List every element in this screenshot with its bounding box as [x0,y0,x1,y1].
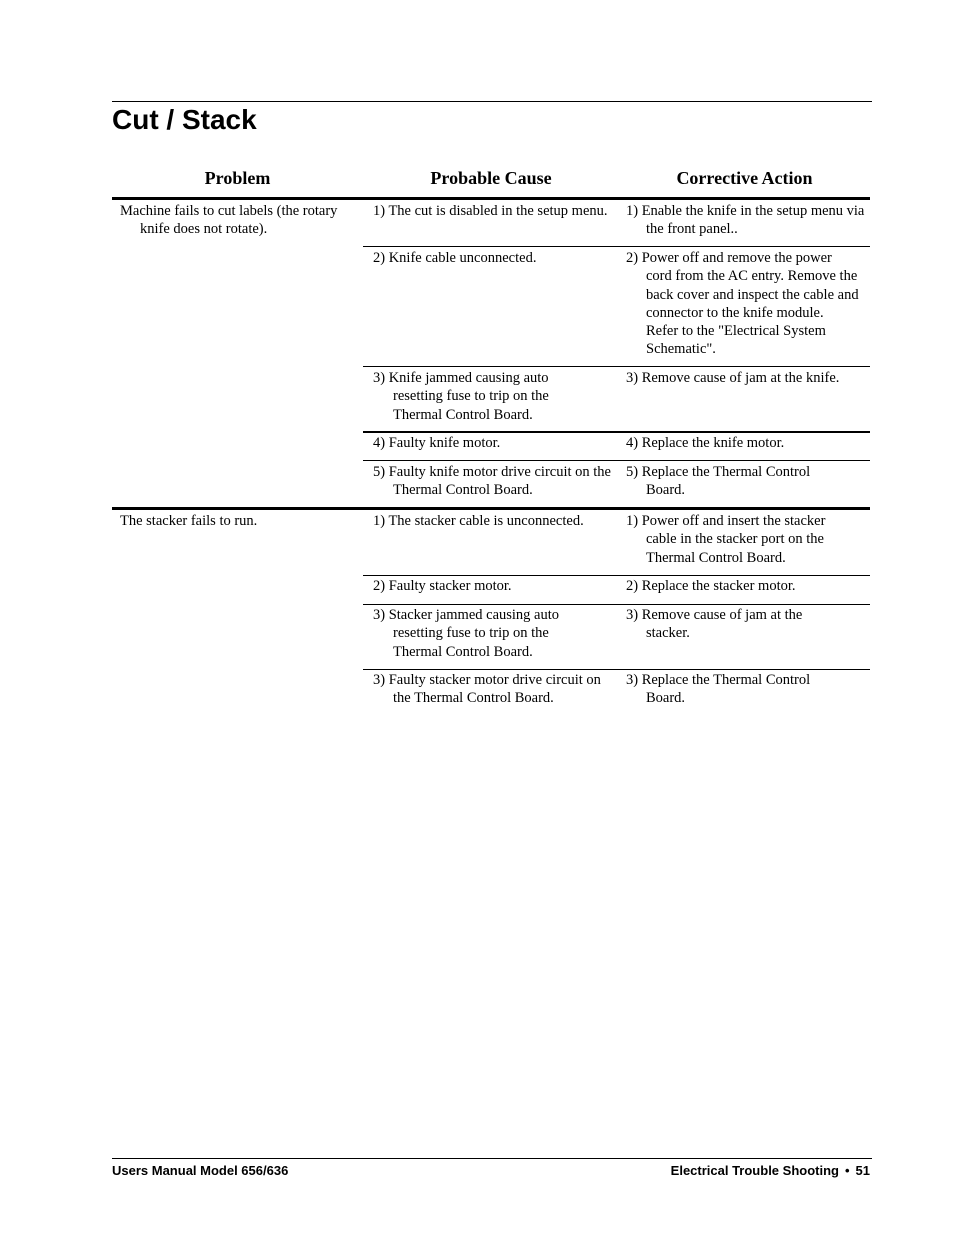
column-header-action: Corrective Action [676,168,813,188]
column-header-problem: Problem [204,168,271,188]
bullet-icon: • [844,1163,850,1178]
cause-cell: 2) Knife cable unconnected. [373,250,537,266]
cause-cell: 2) Faulty stacker motor. [373,578,512,594]
row-divider [363,575,870,576]
row-divider [363,366,870,367]
action-cell: 2) Power off and remove the power cord from the AC entry. Remove the back cover and inspect the cable and connector to the knife module. Refer to the "Electrical System Schematic". [626,250,859,358]
row-divider [363,604,870,605]
cause-cell: 3) Knife jammed causing auto resetting fuse to trip on the Thermal Control Board. [373,370,549,423]
cause-cell: 5) Faulty knife motor drive circuit on the Thermal Control Board. [373,464,611,499]
page-number: 51 [855,1163,870,1178]
footer-section [671,1162,870,1180]
problem-cell: The stacker fails to run. [120,513,258,529]
row-divider [363,431,870,433]
header-bottom-rule [112,197,870,200]
page-title: Cut / Stack [112,104,257,135]
row-divider [363,246,870,247]
action-cell: 3) Remove cause of jam at the knife. [626,370,840,386]
action-cell: 2) Replace the stacker motor. [626,578,796,594]
footer-rule [112,1158,872,1159]
cause-cell: 3) Stacker jammed causing auto resetting fuse to trip on the Thermal Control Board. [373,607,560,660]
action-cell: 4) Replace the knife motor. [626,435,785,451]
action-cell: 1) Enable the knife in the setup menu via the front panel.. [626,203,865,238]
action-cell: 3) Replace the Thermal Control Board. [626,672,811,707]
problem-cell: Machine fails to cut labels (the rotary knife does not rotate). [120,203,338,238]
row-divider [363,669,870,670]
cause-cell: 1) The stacker cable is unconnected. [373,513,584,529]
footer-section-title: Electrical Trouble Shooting [670,1163,839,1178]
table-header [112,166,870,190]
group-divider [112,507,870,510]
footer-manual-title: Users Manual Model 656/636 [112,1163,289,1178]
action-cell: 3) Remove cause of jam at the stacker. [626,607,803,642]
action-cell: 1) Power off and insert the stacker cable in the stacker port on the Thermal Control Board. [626,513,826,566]
column-header-cause: Probable Cause [430,168,552,188]
cause-cell: 4) Faulty knife motor. [373,435,501,451]
cause-cell: 1) The cut is disabled in the setup menu. [373,203,608,219]
action-cell: 5) Replace the Thermal Control Board. [626,464,811,499]
cause-cell: 3) Faulty stacker motor drive circuit on the Thermal Control Board. [373,672,601,707]
row-divider [363,460,870,461]
